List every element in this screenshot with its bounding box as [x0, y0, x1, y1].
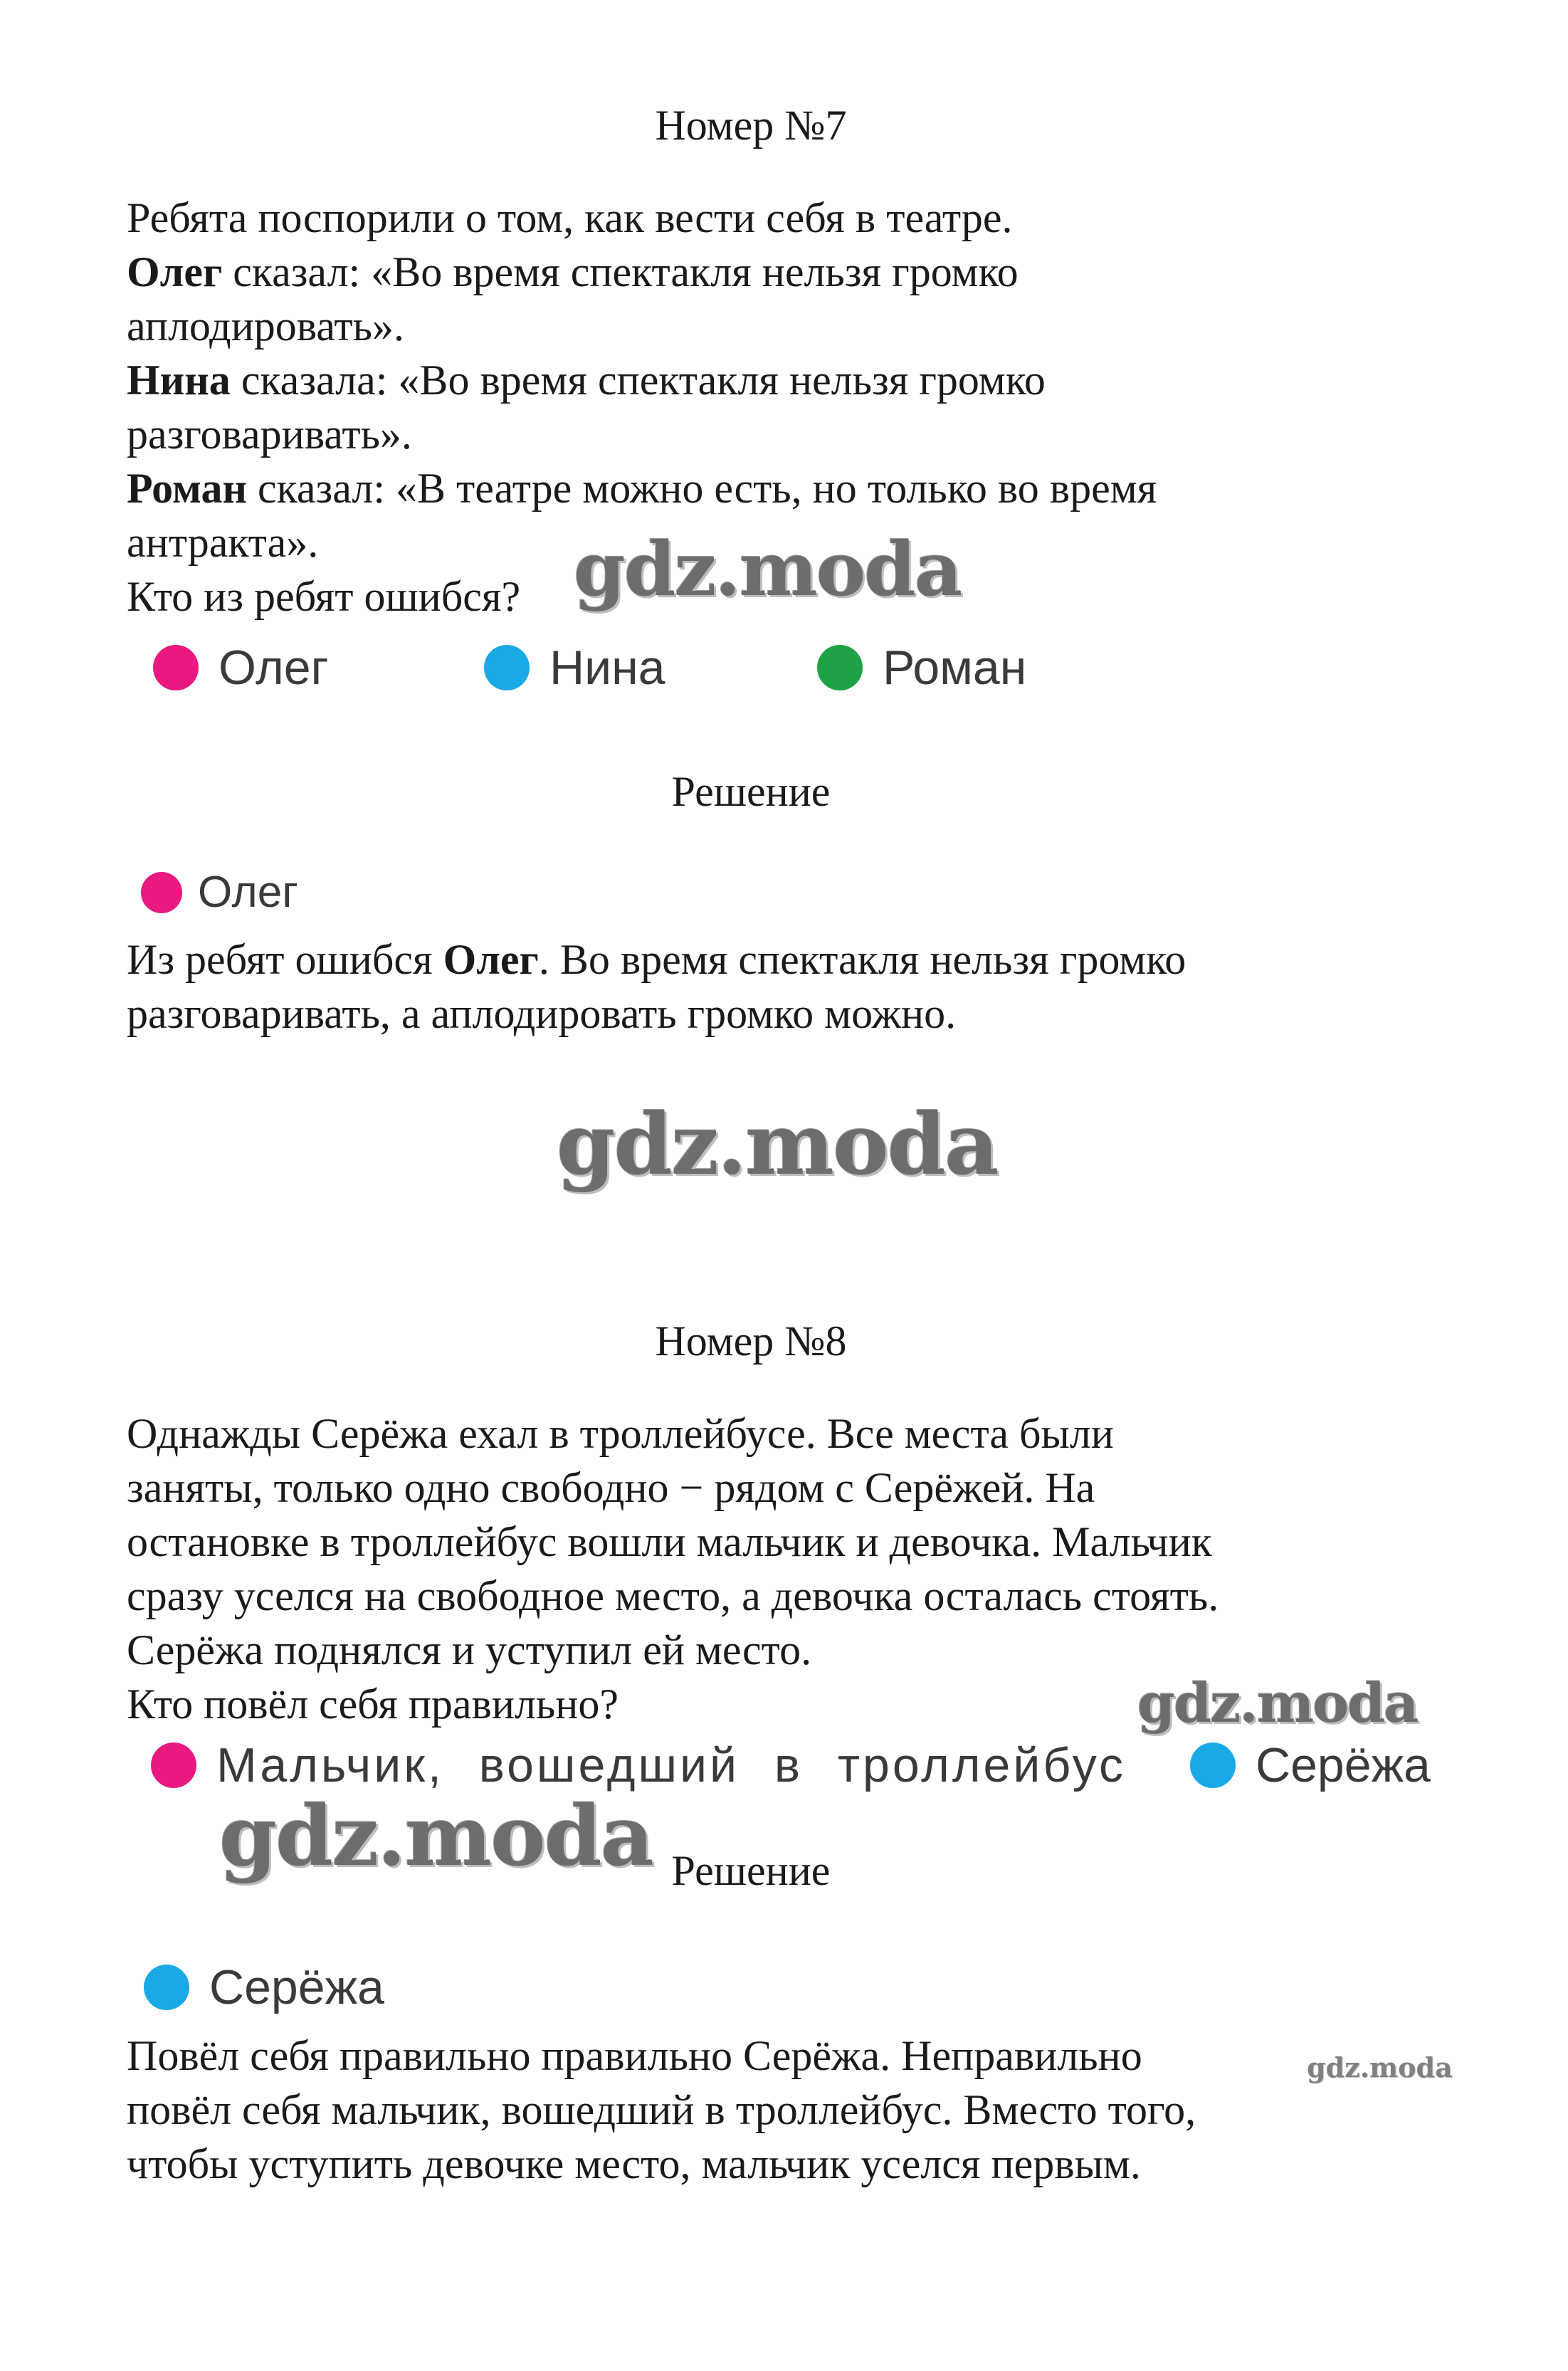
pink-dot-icon [151, 1742, 196, 1788]
task8-answer-option: Серёжа [144, 1959, 384, 2016]
task8-title: Номер №8 [655, 1318, 847, 1365]
option-nina[interactable]: Нина [484, 639, 665, 696]
task7-line-4: Нина сказала: «Во время спектакля нельзя громко [127, 357, 1046, 404]
name-nina: Нина [127, 357, 231, 404]
task8-answer [127, 2029, 1465, 2191]
blue-dot-icon [144, 1965, 189, 2010]
task7-line-6: Роман сказал: «В театре можно есть, но только во время [127, 465, 1157, 512]
option-boy[interactable]: Мальчик, вошедший в троллейбус [151, 1737, 1126, 1794]
option-roman[interactable]: Роман [817, 639, 1026, 696]
task7-line-3: аплодировать». [127, 303, 404, 349]
task8-answer-line-3: чтобы уступить девочке место, мальчик уселся первым. [127, 2140, 1141, 2187]
option-serezha[interactable]: Серёжа [1190, 1737, 1431, 1794]
blue-dot-icon [1190, 1742, 1236, 1788]
task7-line-8: Кто из ребят ошибся? [127, 573, 521, 620]
name-roman: Роман [127, 465, 248, 512]
name-oleg: Олег [127, 248, 223, 295]
pink-dot-icon [141, 872, 182, 913]
task7-title: Номер №7 [655, 102, 847, 149]
option-oleg[interactable]: Олег [153, 639, 328, 696]
watermark-logo: gdz.moda [1137, 1671, 1418, 1735]
task7-answer [127, 932, 1465, 1041]
task8-line-1: Однажды Серёжа ехал в троллейбусе. Все места были [127, 1410, 1114, 1457]
watermark-logo: gdz.moda [1307, 2051, 1453, 2083]
watermark-logo: gdz.moda [219, 1788, 653, 1885]
task8-line-4: сразу уселся на свободное место, а девочка осталась стоять. [127, 1572, 1219, 1619]
task8-answer-line-2: повёл себя мальчик, вошедший в троллейбус. Вместо того, [127, 2086, 1196, 2133]
task8-line-3: остановке в троллейбус вошли мальчик и девочка. Мальчик [127, 1518, 1212, 1565]
green-dot-icon [817, 645, 863, 690]
task7-answer-option: Олег [141, 864, 298, 921]
watermark-logo: gdz.moda [557, 1095, 998, 1194]
pink-dot-icon [153, 645, 199, 690]
task7-line-7: антракта». [127, 519, 319, 566]
watermark-logo: gdz.moda [574, 525, 962, 613]
task7-answer-line-1: Из ребят ошибся Олег. Во время спектакля нельзя громко [127, 936, 1186, 983]
task7-line-5: разговаривать». [127, 411, 412, 458]
task7-answer-line-2: разговаривать, а аплодировать громко можно. [127, 990, 957, 1037]
task8-line-6: Кто повёл себя правильно? [127, 1681, 619, 1728]
task8-answer-line-1: Повёл себя правильно правильно Серёжа. Неправильно [127, 2032, 1142, 2079]
blue-dot-icon [484, 645, 530, 690]
task7-solution-heading: Решение [671, 768, 831, 815]
task7-line-1: Ребята поспорили о том, как вести себя в театре. [127, 194, 1013, 241]
task8-line-5: Серёжа поднялся и уступил ей место. [127, 1626, 812, 1673]
task8-solution-heading: Решение [671, 1847, 831, 1894]
task8-line-2: заняты, только одно свободно − рядом с Серёжей. На [127, 1464, 1095, 1511]
task7-line-2: Олег сказал: «Во время спектакля нельзя громко [127, 248, 1019, 295]
